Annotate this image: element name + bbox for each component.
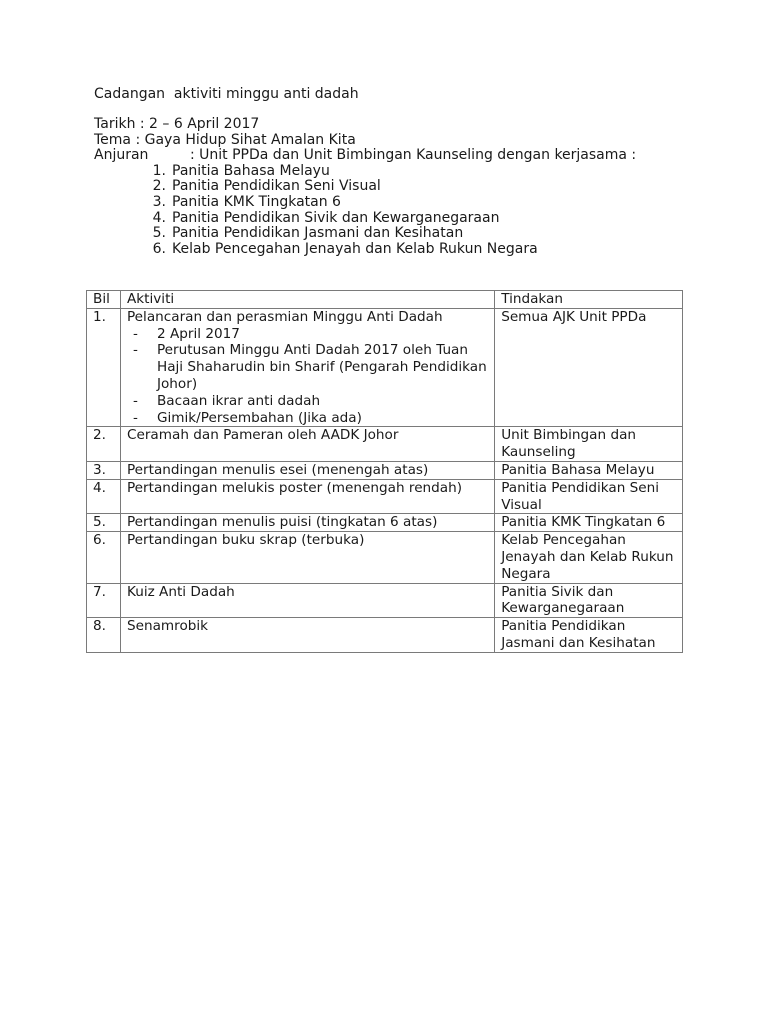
partner-name: Kelab Pencegahan Jenayah dan Kelab Rukun Negara <box>172 240 538 257</box>
cell-bil: 2. <box>87 427 121 462</box>
dash-bullet: - <box>132 325 138 342</box>
cell-bil: 5. <box>87 514 121 532</box>
event-details <box>94 116 637 257</box>
cell-bil: 8. <box>87 618 121 653</box>
organizer-label: Anjuran <box>94 147 149 164</box>
cell-aktiviti: Kuiz Anti Dadah <box>120 583 494 618</box>
sublist-item <box>127 393 488 410</box>
cell-tindakan: Panitia Bahasa Melayu <box>495 461 683 479</box>
partner-name: Panitia KMK Tingkatan 6 <box>172 193 341 210</box>
cell-bil: 7. <box>87 583 121 618</box>
cell-tindakan: Unit Bimbingan dan Kaunseling <box>495 427 683 462</box>
table-row <box>87 479 683 514</box>
cell-aktiviti: Pertandingan menulis puisi (tingkatan 6 atas) <box>120 514 494 532</box>
header-tindakan: Tindakan <box>495 291 683 309</box>
sublist-text: Bacaan ikrar anti dadah <box>156 392 321 409</box>
partner-item <box>94 164 356 180</box>
sublist-item <box>127 342 488 392</box>
cell-bil: 4. <box>87 479 121 514</box>
event-date: Tarikh : 2 – 6 April 2017 <box>94 116 260 132</box>
partner-list <box>94 162 538 258</box>
organizer-line <box>94 147 637 164</box>
table-row <box>87 308 683 427</box>
dash-bullet: - <box>132 409 138 426</box>
document-heading: Cadangan aktiviti minggu anti dadah <box>94 86 359 102</box>
table-row <box>87 514 683 532</box>
cell-bil: 1. <box>87 308 121 427</box>
cell-tindakan: Semua AJK Unit PPDa <box>495 308 683 427</box>
cell-tindakan: Kelab Pencegahan Jenayah dan Kelab Rukun Negara <box>495 532 683 583</box>
table-row <box>87 583 683 618</box>
header-aktiviti: Aktiviti <box>120 291 494 309</box>
activity-table <box>86 290 683 653</box>
table-row <box>87 532 683 583</box>
cell-bil: 3. <box>87 461 121 479</box>
header-bil: Bil <box>87 291 121 309</box>
partner-number: 3. <box>152 193 166 210</box>
cell-aktiviti <box>120 308 494 427</box>
sublist-text: Gimik/Persembahan (Jika ada) <box>156 409 362 426</box>
cell-aktiviti: Pertandingan menulis esei (menengah atas) <box>120 461 494 479</box>
sublist-text: 2 April 2017 <box>156 325 240 342</box>
cell-aktiviti: Ceramah dan Pameran oleh AADK Johor <box>120 427 494 462</box>
partner-number: 1. <box>152 162 166 179</box>
dash-bullet: - <box>132 342 138 359</box>
sublist-item <box>127 410 488 427</box>
cell-tindakan: Panitia Pendidikan Jasmani dan Kesihatan <box>495 618 683 653</box>
partner-item <box>94 178 381 195</box>
partner-item <box>94 240 538 258</box>
partner-number: 2. <box>152 178 166 195</box>
partner-item <box>94 225 464 242</box>
partner-number: 4. <box>152 209 166 226</box>
partner-name: Panitia Pendidikan Seni Visual <box>172 178 381 195</box>
table-row <box>87 461 683 479</box>
partner-number: 5. <box>152 225 166 242</box>
cell-aktiviti: Senamrobik <box>120 618 494 653</box>
cell-bil: 6. <box>87 532 121 583</box>
cell-aktiviti: Pertandingan melukis poster (menengah rendah) <box>120 479 494 514</box>
table-header-row <box>87 291 683 309</box>
partner-name: Panitia Pendidikan Sivik dan Kewarganegaraan <box>172 209 500 226</box>
partner-item <box>94 209 500 227</box>
activity-text: Pelancaran dan perasmian Minggu Anti Dadah <box>126 308 443 325</box>
partner-name: Panitia Pendidikan Jasmani dan Kesihatan <box>172 225 464 242</box>
dash-bullet: - <box>132 392 138 409</box>
cell-tindakan: Panitia Pendidikan Seni Visual <box>495 479 683 514</box>
partner-name: Panitia Bahasa Melayu <box>172 162 330 179</box>
cell-tindakan: Panitia KMK Tingkatan 6 <box>495 514 683 532</box>
partner-number: 6. <box>152 240 166 257</box>
cell-tindakan: Panitia Sivik dan Kewarganegaraan <box>495 583 683 618</box>
activity-sublist <box>127 326 488 427</box>
partner-item <box>94 195 356 211</box>
cell-aktiviti: Pertandingan buku skrap (terbuka) <box>120 532 494 583</box>
sublist-item <box>127 326 488 343</box>
sublist-text: Perutusan Minggu Anti Dadah 2017 oleh Tuan Haji Shaharudin bin Sharif (Pengarah Pendidikan Johor) <box>156 342 487 392</box>
organizer-text: : Unit PPDa dan Unit Bimbingan Kaunseling dengan kerjasama : <box>190 147 637 164</box>
table-row <box>87 618 683 653</box>
event-theme: Tema : Gaya Hidup Sihat Amalan Kita <box>94 131 356 148</box>
table-row <box>87 427 683 462</box>
